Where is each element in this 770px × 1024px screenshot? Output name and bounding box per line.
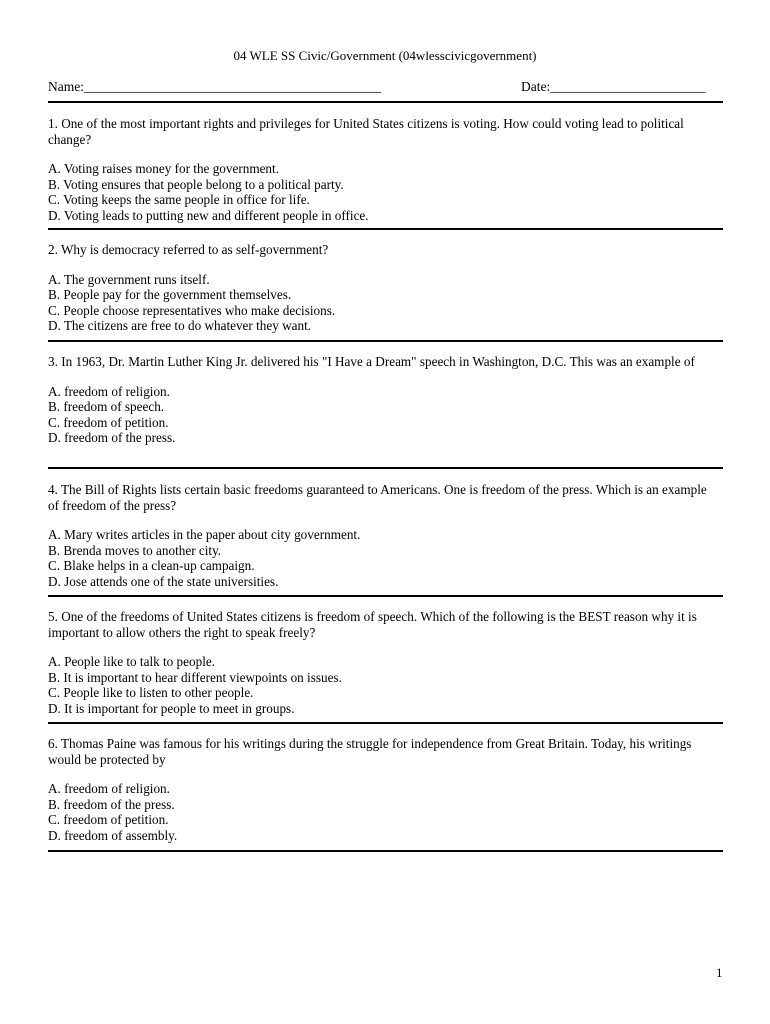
answer-option-a[interactable]: A. The government runs itself. (48, 271, 210, 287)
answer-option-c[interactable]: C. People like to listen to other people. (48, 685, 254, 700)
answer-option-d[interactable]: D. freedom of the press. (48, 430, 176, 445)
divider (48, 722, 723, 724)
answer-option-b[interactable]: B. It is important to hear different viewpoints on issues. (48, 669, 342, 685)
divider (48, 467, 723, 469)
question-5 (48, 609, 718, 716)
answer-option-d[interactable]: D. freedom of assembly. (48, 827, 178, 843)
answer-option-d[interactable]: D. Jose attends one of the state universities. (48, 573, 279, 589)
answer-option-d[interactable]: D. The citizens are free to do whatever they want. (48, 318, 312, 333)
divider (48, 850, 723, 852)
question-3 (48, 354, 718, 446)
answer-option-b[interactable]: B. Voting ensures that people belong to a political party. (48, 176, 344, 192)
question-stem: 1. One of the most important rights and privileges for United States citizens is voting. How could voting lead to political change? (48, 116, 684, 147)
divider (48, 101, 723, 103)
question-4 (48, 482, 718, 589)
question-2 (48, 242, 718, 334)
page-number: 1 (716, 965, 723, 980)
question-stem: 4. The Bill of Rights lists certain basic freedoms guaranteed to Americans. One is freedom of the press. Which is an example of freedom of the press? (48, 482, 707, 513)
question-6 (48, 736, 718, 843)
answer-option-a[interactable]: A. People like to talk to people. (48, 654, 216, 669)
answer-option-b[interactable]: B. People pay for the government themselves. (48, 287, 292, 302)
answer-option-a[interactable]: A. Mary writes articles in the paper about city government. (48, 527, 361, 542)
divider (48, 228, 723, 230)
answer-option-c[interactable]: C. Voting keeps the same people in office for life. (48, 192, 310, 207)
question-stem: 2. Why is democracy referred to as self-government? (48, 242, 329, 257)
answer-option-a[interactable]: A. freedom of religion. (48, 781, 170, 796)
answer-option-c[interactable]: C. People choose representatives who make decisions. (48, 302, 336, 318)
answer-option-b[interactable]: B. freedom of the press. (48, 796, 175, 812)
name-date-row (48, 79, 723, 97)
divider (48, 595, 723, 597)
answer-option-b[interactable]: B. freedom of speech. (48, 399, 165, 414)
answer-option-a[interactable]: A. Voting raises money for the government. (48, 161, 279, 176)
question-stem: 6. Thomas Paine was famous for his writings during the struggle for independence from Great Britain. Today, his writings would be protected by (48, 736, 692, 767)
name-field[interactable]: Name:____________________________________________ (48, 79, 381, 94)
answer-option-d[interactable]: D. Voting leads to putting new and different people in office. (48, 207, 369, 223)
answer-option-c[interactable]: C. freedom of petition. (48, 414, 169, 430)
answer-option-a[interactable]: A. freedom of religion. (48, 383, 170, 399)
answer-option-c[interactable]: C. Blake helps in a clean-up campaign. (48, 558, 255, 573)
question-stem: 3. In 1963, Dr. Martin Luther King Jr. delivered his "I Have a Dream" speech in Washington, D.C. This was an example of (48, 354, 695, 369)
question-1 (48, 116, 718, 223)
date-field[interactable]: Date:_______________________ (521, 79, 706, 94)
answer-option-c[interactable]: C. freedom of petition. (48, 812, 169, 827)
answer-option-d[interactable]: D. It is important for people to meet in groups. (48, 700, 295, 716)
answer-option-b[interactable]: B. Brenda moves to another city. (48, 542, 222, 558)
divider (48, 340, 723, 342)
question-stem: 5. One of the freedoms of United States citizens is freedom of speech. Which of the following is the BEST reason why it is important to allow others the right to speak freely? (48, 609, 697, 640)
page-title: 04 WLE SS Civic/Government (04wlesscivicgovernment) (233, 48, 537, 63)
